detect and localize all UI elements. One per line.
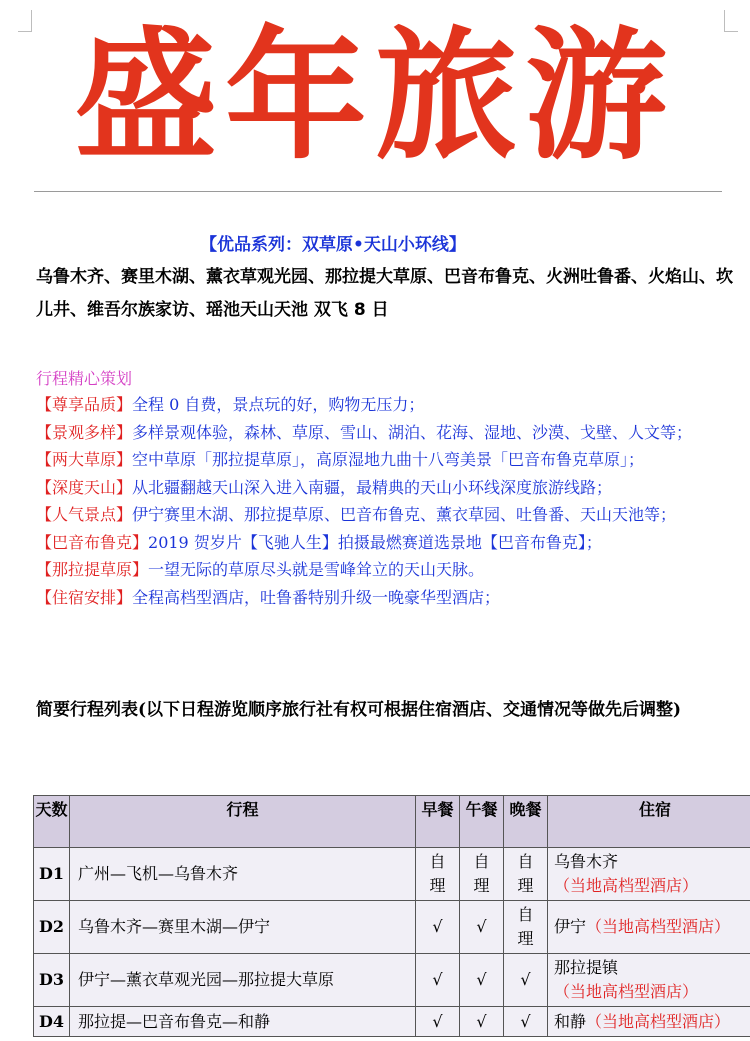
table-row xyxy=(34,901,750,954)
hotel-note: （当地高档型酒店） xyxy=(586,1011,731,1031)
itinerary-table xyxy=(33,795,750,1037)
breakfast-cell: √ xyxy=(416,954,460,1007)
feature-tag: 【景观多样】 xyxy=(36,422,133,442)
feature-item xyxy=(36,585,726,611)
route-cell: 广州—飞机—乌鲁木齐 xyxy=(70,848,416,901)
feature-tag: 【人气景点】 xyxy=(36,505,133,524)
feature-text: 2019 贺岁片【飞驰人生】拍摄最燃赛道选景地【巴音布鲁克】； xyxy=(148,532,602,552)
route-cell: 乌鲁木齐—赛里木湖—伊宁 xyxy=(70,901,416,954)
hotel-note: （当地高档型酒店） xyxy=(554,982,699,1001)
feature-text: 全程 0 自费，景点玩的好，购物无压力； xyxy=(132,395,425,414)
feature-item xyxy=(36,502,726,528)
table-header-row xyxy=(34,796,750,848)
feature-list xyxy=(36,392,726,612)
feature-tag: 【尊享品质】 xyxy=(36,395,133,414)
day-cell: D1 xyxy=(34,848,70,901)
route-cell: 那拉提—巴音布鲁克—和静 xyxy=(70,1007,416,1037)
breakfast-cell: 自理 xyxy=(416,848,460,901)
hotel-city: 那拉提镇 xyxy=(554,958,619,977)
feature-text: 伊宁赛里木湖、那拉提草原、巴音布鲁克、薰衣草园、吐鲁番、天山天池等； xyxy=(132,505,677,524)
hotel-city: 伊宁 xyxy=(554,917,587,936)
day-cell: D4 xyxy=(34,1007,70,1037)
feature-item xyxy=(36,530,726,556)
feature-item xyxy=(36,557,726,583)
brand-title: 盛年旅游 xyxy=(75,14,675,179)
dinner-cell: √ xyxy=(504,1007,548,1037)
table-row xyxy=(34,848,750,901)
feature-text: 一望无际的草原尽头就是雪峰耸立的天山天脉。 xyxy=(148,560,485,579)
feature-item xyxy=(36,475,726,501)
dinner-cell: 自理 xyxy=(504,901,548,954)
feature-tag: 【住宿安排】 xyxy=(36,587,133,607)
route-cell: 伊宁—薰衣草观光园—那拉提大草原 xyxy=(70,954,416,1007)
feature-tag: 【两大草原】 xyxy=(36,450,133,469)
table-row xyxy=(34,1007,750,1037)
header-lunch: 午餐 xyxy=(460,796,504,848)
feature-text: 空中草原「那拉提草原」，高原湿地九曲十八弯美景「巴音布鲁克草原」； xyxy=(132,450,645,469)
series-title: 【优品系列：双草原•天山小环线】 xyxy=(200,235,466,255)
hotel-city: 和静 xyxy=(554,1011,587,1031)
hotel-cell xyxy=(548,954,750,1007)
feature-text: 全程高档型酒店，吐鲁番特别升级一晚豪华型酒店； xyxy=(132,587,501,607)
hotel-city: 乌鲁木齐 xyxy=(554,852,619,871)
planning-title: 行程精心策划 xyxy=(36,369,133,388)
dinner-cell: √ xyxy=(504,954,548,1007)
feature-tag: 【那拉提草原】 xyxy=(36,560,149,579)
feature-tag: 【深度天山】 xyxy=(36,477,133,497)
hotel-cell xyxy=(548,901,750,954)
header-divider xyxy=(34,191,722,192)
hotel-note: （当地高档型酒店） xyxy=(586,917,731,936)
feature-text: 多样景观体验，森林、草原、雪山、湖泊、花海、湿地、沙漠、戈壁、人文等； xyxy=(132,422,693,442)
hotel-cell xyxy=(548,848,750,901)
feature-item xyxy=(36,392,726,418)
feature-text: 从北疆翻越天山深入进入南疆，最精典的天山小环线深度旅游线路； xyxy=(132,477,613,497)
itinerary-intro: 简要行程列表(以下日程游览顺序旅行社有权可根据住宿酒店、交通情况等做先后调整) xyxy=(36,700,682,720)
day-cell: D3 xyxy=(34,954,70,1007)
feature-item xyxy=(36,447,726,473)
header-day: 天数 xyxy=(34,796,70,848)
hotel-cell xyxy=(548,1007,750,1037)
header-breakfast: 早餐 xyxy=(416,796,460,848)
lunch-cell: √ xyxy=(460,901,504,954)
feature-item xyxy=(36,420,726,446)
feature-tag: 【巴音布鲁克】 xyxy=(36,532,149,552)
table-row xyxy=(34,954,750,1007)
hotel-note: （当地高档型酒店） xyxy=(554,876,699,895)
lunch-cell: √ xyxy=(460,954,504,1007)
header-hotel: 住宿 xyxy=(548,796,750,848)
dinner-cell: 自理 xyxy=(504,848,548,901)
lunch-cell: 自理 xyxy=(460,848,504,901)
header-dinner: 晚餐 xyxy=(504,796,548,848)
header-route: 行程 xyxy=(70,796,416,848)
route-summary: 乌鲁木齐、赛里木湖、薰衣草观光园、那拉提大草原、巴音布鲁克、火洲吐鲁番、火焰山、坎儿井、维吾尔族家访、瑶池天山天池 双飞 8 日 xyxy=(36,267,733,320)
lunch-cell: √ xyxy=(460,1007,504,1037)
breakfast-cell: √ xyxy=(416,1007,460,1037)
day-cell: D2 xyxy=(34,901,70,954)
breakfast-cell: √ xyxy=(416,901,460,954)
